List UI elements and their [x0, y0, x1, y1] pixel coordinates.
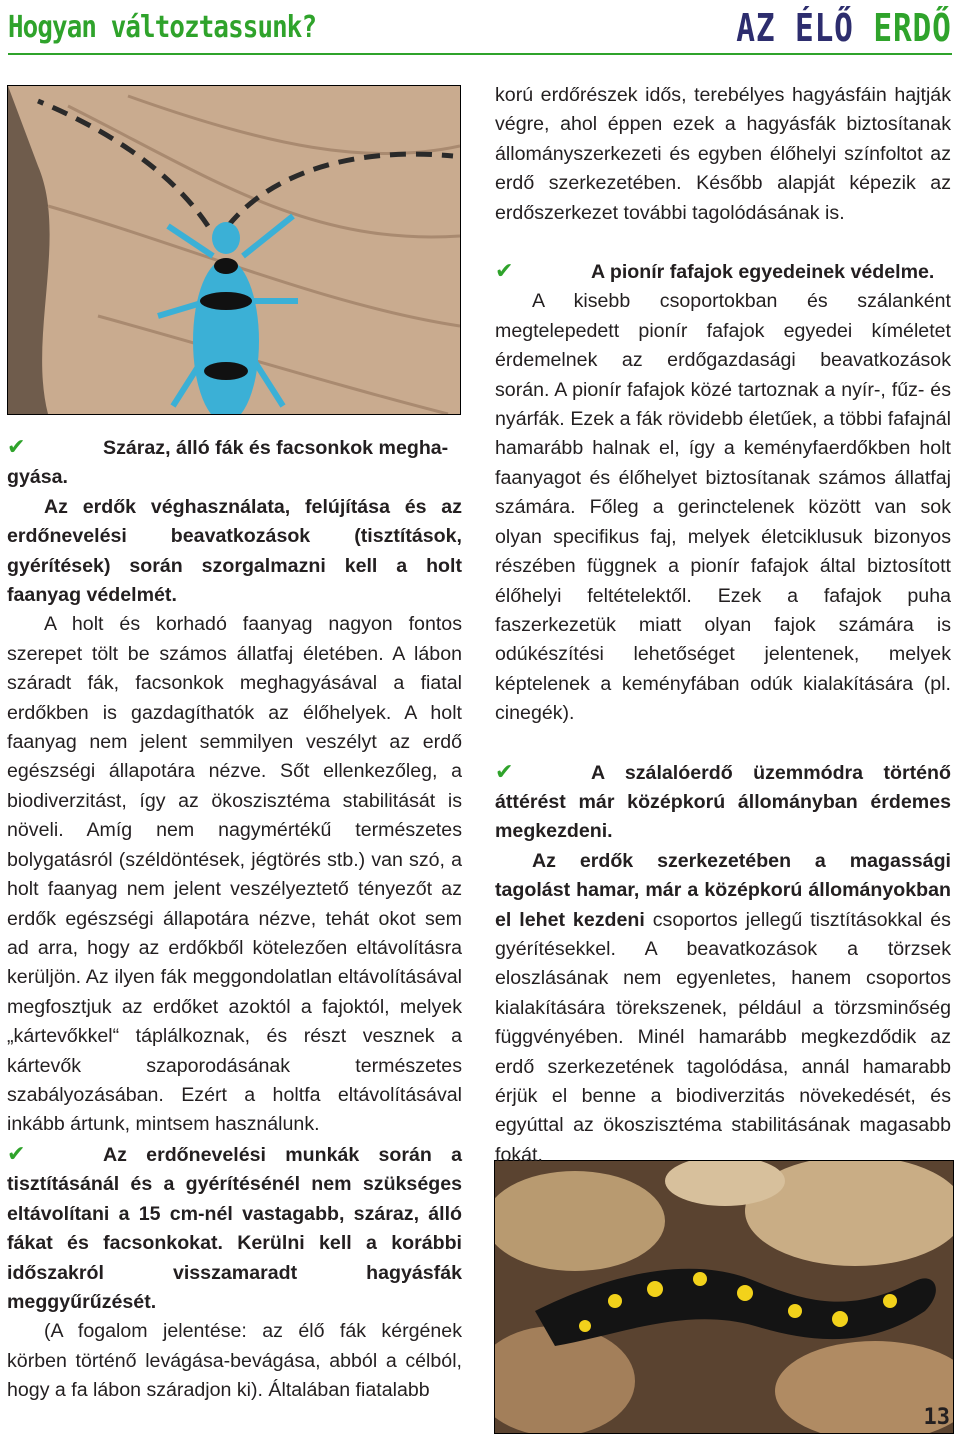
s2-heading-text: Az erdőnevelési munkák során a tisztításánál és a gyérítésénél nem szükséges eltávolítani a 15 cm-nél vastagabb, száraz, álló fákat és facsonkokat. Kerülni kell a korábbi időszakról visszamaradt hagyásfák meggyűrűzését. [7, 1144, 462, 1314]
s1-heading-tail: Száraz, álló fák és facsonkok megha- [103, 437, 449, 459]
s1-heading-wrap: gyása. [7, 466, 69, 489]
check-icon: ✔ [495, 759, 514, 785]
continuation-paragraph: korú erdőrészek idős, terebélyes hagyásfáin hajtják végre, ahol éppen ezek a hagyásfák biztosítanak állományszerkezeti és egyben élőhelyi színfoltot az erdő szerkezetében. Később alapját képezik az erdőszerkezet további tagolódásának is. [495, 84, 951, 224]
brand-title [737, 6, 952, 50]
beetle-photo [7, 85, 461, 415]
s4-body-text: csoportos jellegű tisztításokkal és gyérítésekkel. A beavatkozások a törzsek eloszlásának nem egyenletes, hanem csoportos kialakítására törekszenek, például a törzsminőség függvényében. Minél hamarább megkezdődik az erdő szerkezetének tagolódása, annál hamarabb érjük el benne a biodiverzitás növekedését, és egyúttal az ökoszisztéma stabilitásának magasabb fokát. [495, 908, 951, 1166]
s2-body-paragraph: (A fogalom jelentése: az élő fák kérgének körben történő levágása-bevágása, abból a célból, hogy a fa lábon száradjon ki). Általában fiatalabb [7, 1320, 462, 1402]
check-icon: ✔ [7, 435, 26, 460]
brand-word-1: AZ ÉLŐ [736, 6, 855, 50]
left-column-section-1 [7, 433, 462, 1140]
page-number: 13 [923, 1405, 950, 1430]
s4-bold-text: Az erdők szerkezetében a magassági tagolást hamar, már a középkorú állományokban el lehet kezdeni [495, 849, 951, 931]
salamander-photo [494, 1160, 954, 1434]
s1-heading [7, 433, 462, 493]
section-title: Hogyan változtassunk? [8, 10, 317, 45]
s3-heading [495, 257, 951, 287]
s3-body-paragraph: A kisebb csoportokban és szálanként megtelepedett pionír fafajok egyedei kíméletet érdemelnek az erdőgazdasági beavatkozások során. A pionír fafajok közé tartoznak a nyír-, fűz- és nyárfák. Ezek a fák rövidebb életűek, a többi fafajnál hamarább halnak el, így a keményfaerdőkben holt faanyagot és élőhelyet biztosítanak számos állatfaj számára. Főleg a gerinctelenek között van sok olyan specifikus faj, melyek életciklusuk bizonyos részében függnek a pionír fafajok által biztosított élőhelyi feltételektől. Ezek a fafajok puha faszerkezetük miatt olyan fajok számára is odúkészítési lehetőséget jelentenek, melyek képtelenek a keményfában odúk kialakítására (pl. cinegék). [495, 290, 951, 725]
check-icon: ✔ [495, 259, 514, 285]
right-column [495, 81, 951, 1170]
s1-bold-paragraph: Az erdők véghasználata, felújítása és az erdőnevelési beavatkozások (tisztítások, gyérítések) során szorgalmazni kell a holt faanyag védelmét. [7, 495, 462, 607]
s4-heading [495, 758, 951, 847]
s1-body-paragraph: A holt és korhadó faanyag nagyon fontos szerepet tölt be számos állatfaj életében. A lábon száradt fák, facsonkok meghagyásával a fiatal erdőkben is gazdagíthatók az élőhelyek. A holt faanyag nem jelent semmilyen veszélyt az erdő egészségi állapotára nézve. Sőt ellenkezőleg, a biodiverzitást, így az ökoszisztéma stabilitását is növeli. Amíg nem nagymértékű természetes bolygatásról (széldöntések, jégtörés stb.) van szó, a holt faanyag nem jelent veszélyeztető tényezőt az erdők egészségi állapotára nézve, tehát okot sem ad arra, hogy az erdőkből kötelezően eltávolításra kerüljön. Az ilyen fák meggondolatlan eltávolításával megfosztjuk az erdőket azoktól a fajoktól, melyek „kártevőkkel“ táplálkoznak, és részt vesznek a kártevők szaporodásának természetes szabályozásában. Ezért a holtfa eltávolításával inkább ártunk, mintsem használunk. [7, 613, 462, 1136]
left-column-section-2 [7, 1140, 462, 1406]
check-icon: ✔ [7, 1142, 26, 1167]
s3-heading-text: A pionír fafajok egyedeinek védelme. [591, 261, 935, 284]
s4-body-paragraph [495, 847, 951, 1170]
header-rule [8, 53, 952, 55]
s2-heading [7, 1140, 462, 1317]
s4-heading-text: A szálalóerdő üzemmódra történő áttérést már középkorú állományban érdemes megkezdeni. [495, 761, 951, 843]
brand-word-2: ERDŐ [873, 6, 952, 50]
